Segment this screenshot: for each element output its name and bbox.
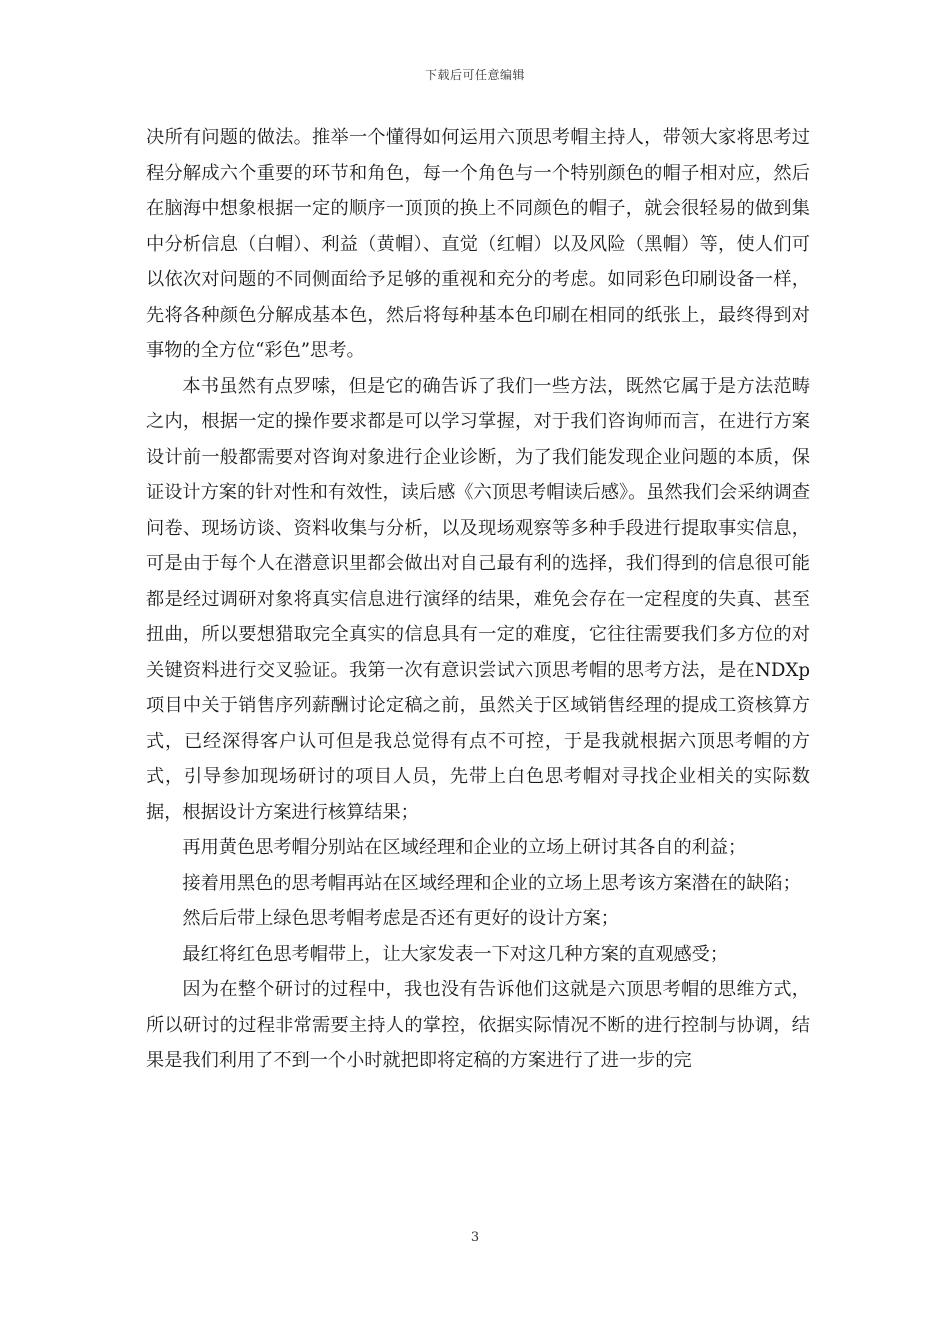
document-body bbox=[146, 120, 810, 1079]
paragraph: 然后后带上绿色思考帽考虑是否还有更好的设计方案； bbox=[182, 908, 619, 929]
paragraph: 决所有问题的做法。推举一个懂得如何运用六顶思考帽主持人，带领大家将思考过程分解成六个重要的环节和角色，每一个角色与一个特别颜色的帽子相对应，然后在脑海中想象根据一定的顺序一顶顶的换上不同颜色的帽子，就会很轻易的做到集中分析信息（白帽）、利益（黄帽）、直觉（红帽）以及风险（黑帽）等，使人们可以依次对问题的不同侧面给予足够的重视和充分的考虑。如同彩色印刷设备一样，先将各种颜色分解成基本色，然后将每种基本色印刷在相同的纸张上，最终得到对事物的全方位“彩色”思考。 bbox=[146, 127, 810, 361]
paragraph: 接着用黑色的思考帽再站在区域经理和企业的立场上思考该方案潜在的缺陷； bbox=[182, 872, 801, 894]
paragraph: 再用黄色思考帽分别站在区域经理和企业的立场上研讨其各自的利益； bbox=[182, 837, 747, 858]
paragraph: 最红将红色思考帽带上，让大家发表一下对这几种方案的直观感受； bbox=[182, 943, 729, 965]
paragraph: 本书虽然有点罗嗦，但是它的确告诉了我们一些方法，既然它属于是方法范畴之内，根据一定的操作要求都是可以学习掌握，对于我们咨询师而言，在进行方案设计前一般都需要对咨询对象进行企业诊断，为了我们能发现企业问题的本质，保证设计方案的针对性和有效性，读后感《六顶思考帽读后感》。虽然我们会采纳调查问卷、现场访谈、资料收集与分析，以及现场观察等多种手段进行提取事实信息，可是由于每个人在潜意识里都会做出对自己最有利的选择，我们得到的信息很可能都是经过调研对象将真实信息进行演绎的结果，难免会存在一定程度的失真、甚至扭曲，所以要想猎取完全真实的信息具有一定的难度，它往往需要我们多方位的对关键资料进行交叉验证。我第一次有意识尝试六顶思考帽的思考方法，是在NDXp项目中关于销售序列薪酬讨论定稿之前，虽然关于区域销售经理的提成工资核算方式，已经深得客户认可但是我总觉得有点不可控，于是我就根据六顶思考帽的方式，引导参加现场研讨的项目人员，先带上白色思考帽对寻找企业相关的实际数据，根据设计方案进行核算结果； bbox=[146, 375, 810, 823]
page-header: 下载后可任意编辑 bbox=[424, 68, 525, 82]
paragraph: 因为在整个研讨的过程中，我也没有告诉他们这就是六顶思考帽的思维方式，所以研讨的过程非常需要主持人的掌控，依据实际情况不断的进行控制与协调，结果是我们利用了不到一个小时就把即将定稿的方案进行了进一步的完 bbox=[146, 979, 810, 1071]
page-number: 3 bbox=[470, 1230, 480, 1245]
